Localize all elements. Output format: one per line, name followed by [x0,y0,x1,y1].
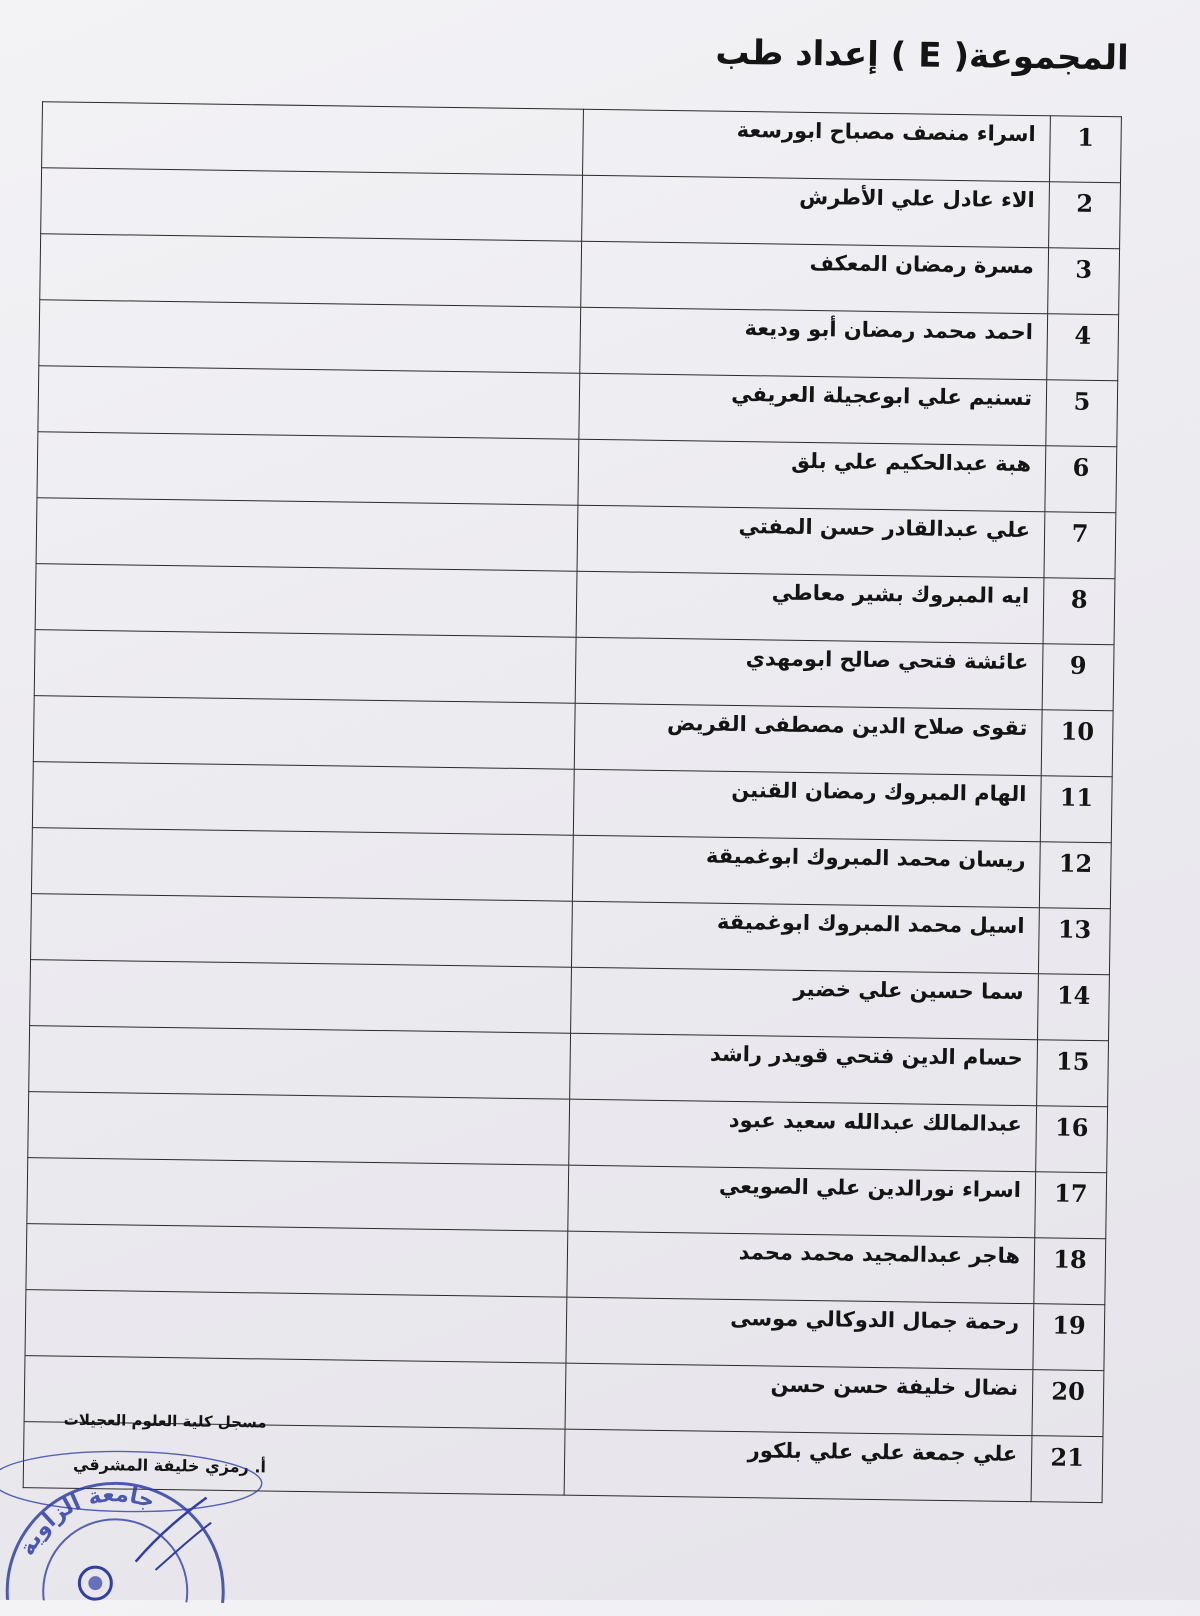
student-name: حسام الدين فتحي قويدر راشد [570,1033,1038,1106]
student-name: تسنيم علي ابوعجيلة العريفي [579,373,1047,446]
row-number: 17 [1035,1172,1107,1239]
student-name: عبدالمالك عبدالله سعيد عبود [569,1099,1037,1172]
signatory-name: أ. رمزي خليفة المشرقي [72,1454,267,1477]
student-name: ايه المبروك بشير معاطي [576,571,1044,644]
row-number: 7 [1044,512,1116,579]
row-number: 11 [1040,776,1112,843]
row-number: 18 [1034,1238,1106,1305]
blank-cell [39,300,581,374]
row-number: 10 [1041,710,1113,777]
student-name: رحمة جمال الدوكالي موسى [566,1297,1034,1370]
blank-cell [31,894,573,968]
student-name: اسيل محمد المبروك ابوغميقة [571,901,1039,974]
blank-cell [28,1092,570,1166]
row-number: 21 [1031,1436,1103,1503]
row-number: 8 [1043,578,1115,645]
university-stamp [0,1440,277,1604]
student-table [23,101,1122,1503]
row-number: 6 [1045,446,1117,513]
student-table-body [23,102,1121,1503]
svg-text:جامعة الزاوية [15,1481,158,1562]
page-title: المجموعة( E ) إعداد طب [715,32,1130,79]
row-number: 1 [1049,116,1121,183]
student-name: نضال خليفة حسن حسن [565,1363,1033,1436]
blank-cell [42,102,584,176]
row-number: 9 [1042,644,1114,711]
row-number: 15 [1037,1040,1109,1107]
blank-cell [25,1290,567,1364]
blank-cell [27,1158,569,1232]
student-name: هبة عبدالحكيم علي بلق [578,439,1046,512]
blank-cell [36,498,578,572]
blank-cell [32,762,574,836]
student-name: علي جمعة علي علي بلكور [564,1429,1032,1502]
student-name: تقوى صلاح الدين مصطفى القريض [574,703,1042,776]
registrar-label: مسجل كلية العلوم العجيلات [63,1410,267,1432]
student-name: احمد محمد رمضان أبو وديعة [580,307,1048,380]
row-number: 2 [1049,182,1121,249]
row-number: 13 [1038,908,1110,975]
student-name: اسراء منصف مصباح ابورسعة [583,109,1051,182]
blank-cell [33,696,575,770]
row-number: 3 [1048,248,1120,315]
student-name: الهام المبروك رمضان القنين [573,769,1041,842]
blank-cell [29,1026,571,1100]
row-number: 19 [1033,1304,1105,1371]
blank-cell [31,828,573,902]
student-name: هاجر عبدالمجيد محمد محمد [567,1231,1035,1304]
row-number: 14 [1038,974,1110,1041]
row-number: 20 [1032,1370,1104,1437]
blank-cell [26,1224,568,1298]
student-name: سما حسين علي خضير [571,967,1039,1040]
blank-cell [37,432,579,506]
student-name: ريسان محمد المبروك ابوغميقة [572,835,1040,908]
stamp-text: جامعة الزاوية [14,1482,158,1560]
row-number: 16 [1036,1106,1108,1173]
student-name: الاء عادل علي الأطرش [582,175,1050,248]
row-number: 5 [1046,380,1118,447]
row-number: 12 [1039,842,1111,909]
blank-cell [38,366,580,440]
student-name: عائشة فتحي صالح ابومهدي [575,637,1043,710]
blank-cell [35,564,577,638]
blank-cell [41,168,583,242]
student-name: مسرة رمضان المعكف [581,241,1049,314]
blank-cell [30,960,572,1034]
student-name: علي عبدالقادر حسن المفتي [577,505,1045,578]
student-name: اسراء نورالدين علي الصويعي [568,1165,1036,1238]
blank-cell [40,234,582,308]
row-number: 4 [1047,314,1119,381]
blank-cell [34,630,576,704]
